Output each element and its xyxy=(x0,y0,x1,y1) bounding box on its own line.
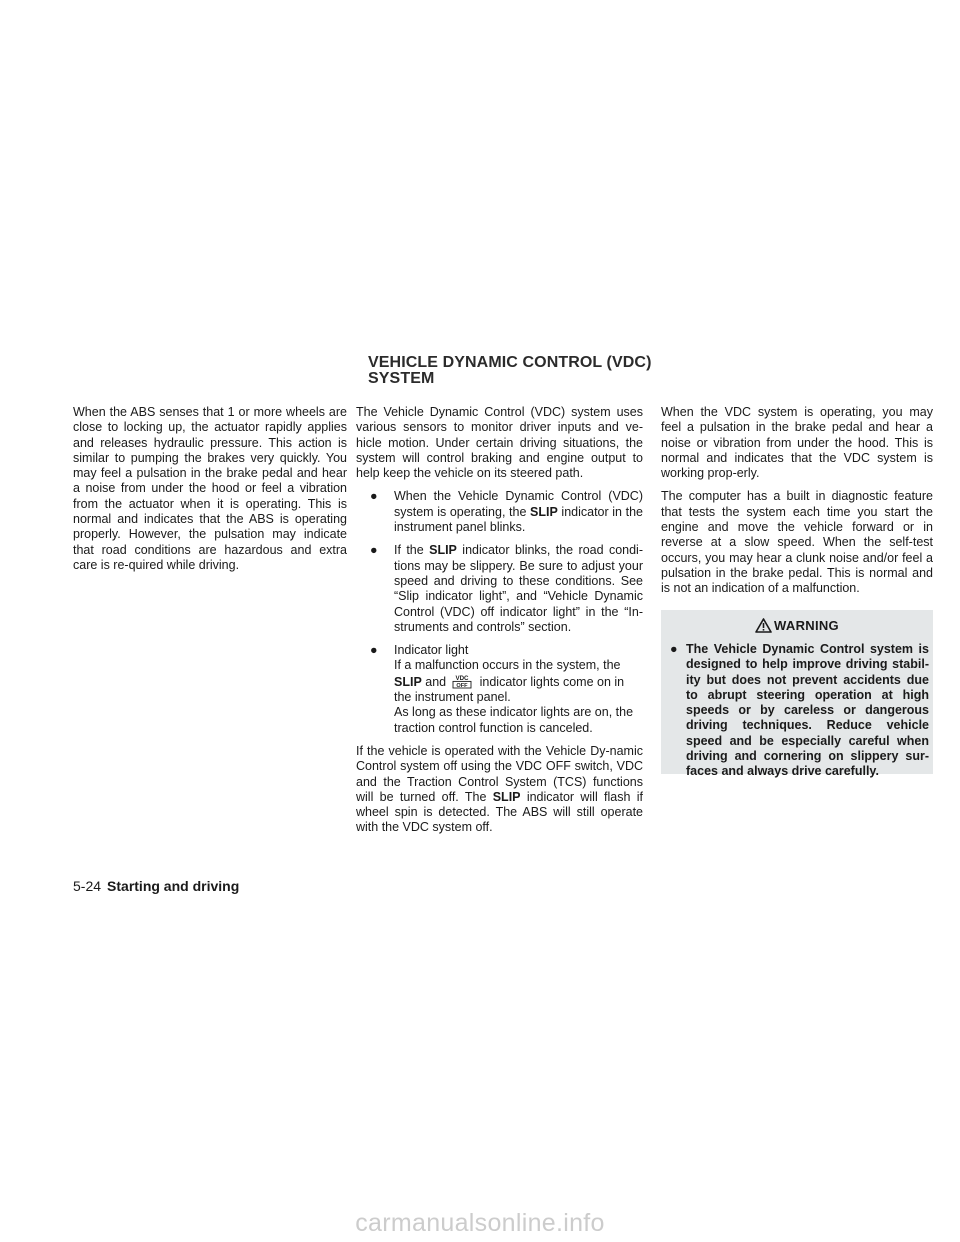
vdc-operation-paragraph: When the VDC system is operating, you may feel a pulsation in the brake pedal and hear a noise or vibration from under the hood. This is normal and indicates that the VDC system is working prop-erly. xyxy=(661,405,933,481)
bullet-icon: ● xyxy=(370,643,378,658)
warning-title: WARNING xyxy=(774,618,839,633)
list-item xyxy=(356,489,643,535)
vdc-intro-paragraph: The Vehicle Dynamic Control (VDC) system uses various sensors to monitor driver inputs and ve-hicle motion. Under certain driving situations, the system will control braking and engine output to help keep the vehicle on its steered path. xyxy=(356,405,643,481)
abs-paragraph: When the ABS senses that 1 or more wheels are close to locking up, the actuator rapidly applies and releases hydraulic pressure. This action is similar to pumping the brakes very quickly. You may feel a pulsation in the brake pedal and hear a noise from under the hood or feel a vibration from the actuator when it is operating. This is normal and indicates that the ABS is operating properly. However, the pulsation may indicate that road conditions are hazardous and extra care is re-quired while driving. xyxy=(73,405,347,572)
warning-box xyxy=(661,610,933,779)
bullet-icon: ● xyxy=(670,642,678,656)
svg-text:OFF: OFF xyxy=(456,682,468,689)
svg-text:VDC: VDC xyxy=(455,674,469,682)
vdc-off-paragraph: If the vehicle is operated with the Vehicle Dy-namic Control system off using the VDC OFF switch, VDC and the Traction Control System (TCS) functions will be turned off. The SLIP indicator will flash if wheel spin is detected. The ABS will still operate with the VDC system off. xyxy=(356,743,644,835)
column-middle xyxy=(356,405,643,844)
page-number: 5-24 xyxy=(73,878,102,894)
warning-triangle-icon xyxy=(755,618,772,633)
watermark: carmanualsonline.info xyxy=(355,1209,605,1237)
warning-text: The Vehicle Dynamic Control system is designed to help improve driving stabil-ity but does not prevent accidents due to abrupt steering operation at high speeds or by careless or dangerous driving techniques. Reduce vehicle speed and be especially careful when driving and cornering on slippery sur-faces and always drive carefully. xyxy=(686,642,929,779)
warning-item xyxy=(661,642,933,780)
diagnostic-paragraph: The computer has a built in diagnostic feature that tests the system each time you start the engine and move the vehicle forward or in reverse at a slow speed. When the self-test occurs, you may hear a clunk noise and/or feel a pulsation in the brake pedal. This is normal and is not an indication of a malfunction. xyxy=(661,489,933,596)
page-footer xyxy=(73,878,239,894)
bullet-icon: ● xyxy=(370,489,378,504)
vdc-off-indicator-icon xyxy=(452,674,472,689)
section-title: Starting and driving xyxy=(107,878,240,894)
section-heading: VEHICLE DYNAMIC CONTROL (VDC) SYSTEM xyxy=(368,354,652,387)
column-right xyxy=(661,405,933,605)
list-item xyxy=(356,543,643,635)
bullet-icon: ● xyxy=(370,543,378,558)
column-left xyxy=(73,405,347,581)
list-item-text: Indicator light If a malfunction occurs in the system, the SLIP and VDC OFF indicator lights come on in the instrument panel. As long as these indicator lights are on, the traction control function is canceled. xyxy=(394,643,634,735)
list-item-text: If the SLIP indicator blinks, the road condi-tions may be slippery. Be sure to adjust your speed and driving to these conditions. See “Slip indicator light”, and “Vehicle Dynamic Control (VDC) off indicator light” in the “In-struments and controls” section. xyxy=(394,543,643,634)
warning-header xyxy=(661,610,933,633)
list-item xyxy=(356,643,643,736)
list-item-text: When the Vehicle Dynamic Control (VDC) system is operating, the SLIP indicator in the instrument panel blinks. xyxy=(394,489,643,535)
